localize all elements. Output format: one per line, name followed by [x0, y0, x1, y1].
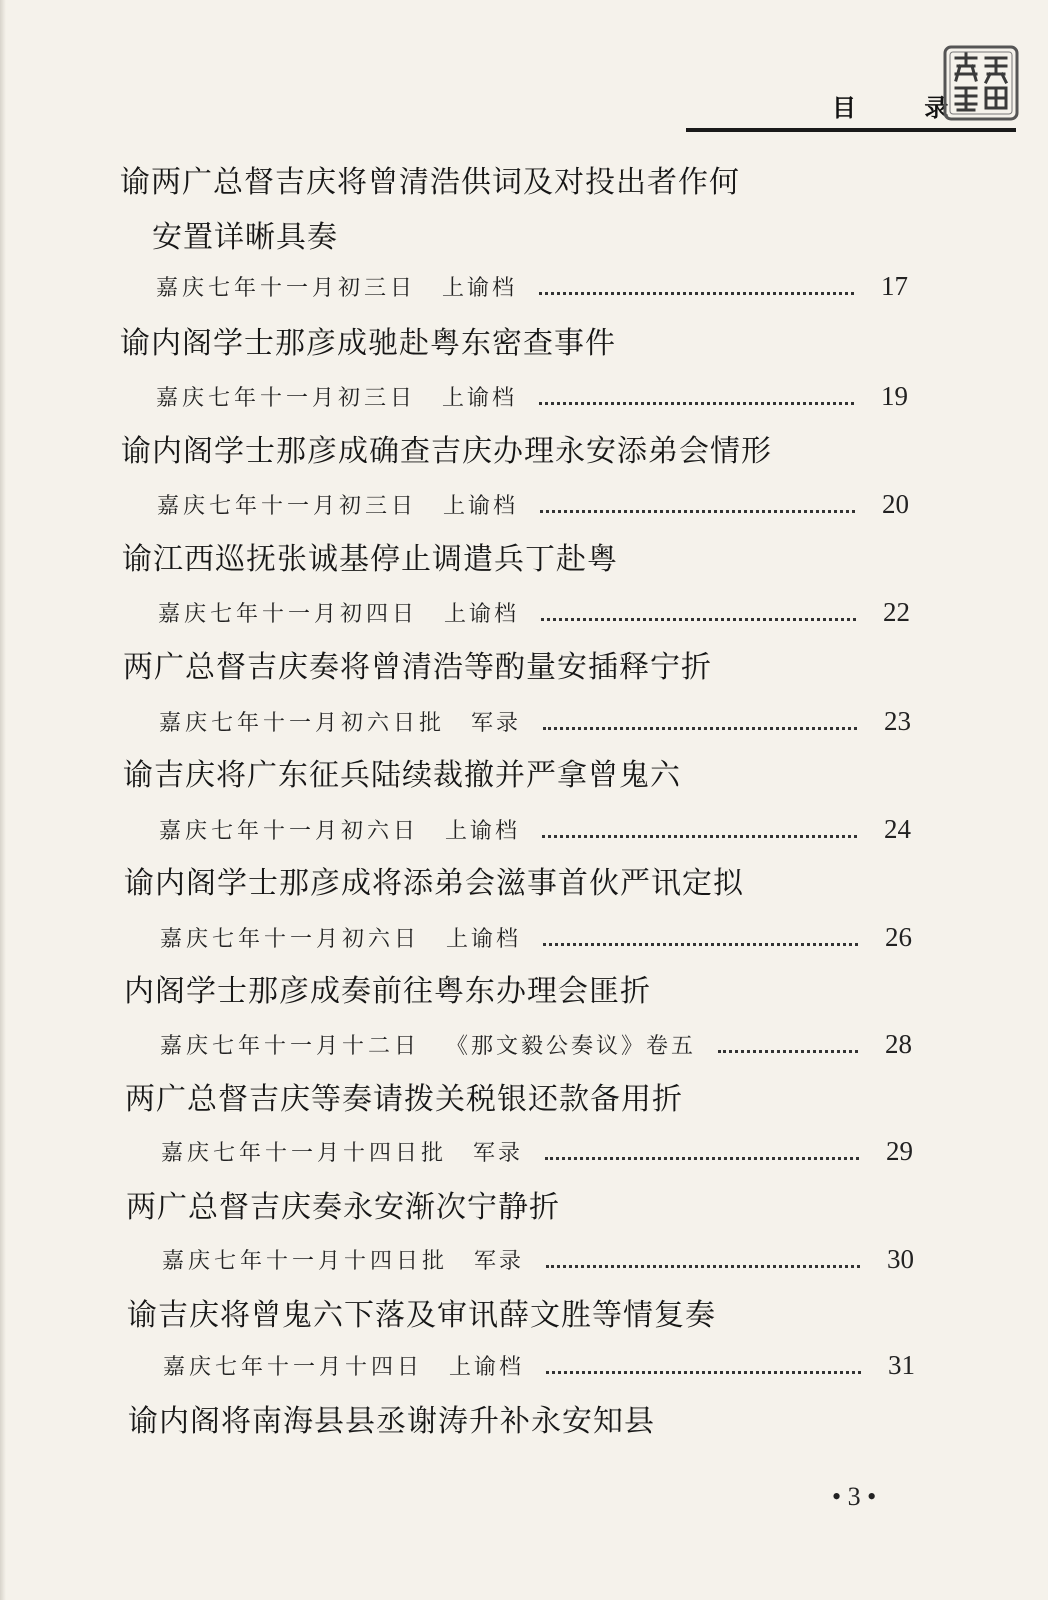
toc-entry-title: 谕内阁学士那彦成确查吉庆办理永安添弟会情形 [121, 434, 772, 469]
dot-leader [541, 618, 856, 621]
toc-entry-title: 谕吉庆将广东征兵陆续裁撤并严拿曾鬼六 [123, 758, 681, 793]
entry-date: 嘉庆七年十一月初三日 [157, 494, 418, 519]
entry-source: 上谕档 [444, 602, 520, 627]
dot-leader [545, 1157, 859, 1160]
entry-page-number: 20 [882, 489, 909, 519]
entry-page-number: 23 [884, 706, 911, 736]
entry-date: 嘉庆七年十一月初四日 [158, 602, 419, 627]
toc-entry-title: 谕内阁学士那彦成将添弟会滋事首伙严讯定拟 [124, 866, 744, 901]
dot-leader [546, 1371, 861, 1374]
toc-entry-meta [163, 1347, 915, 1381]
entry-page-number: 29 [886, 1136, 913, 1166]
toc-entry-meta [160, 919, 912, 953]
entry-source: 《那文毅公奏议》卷五 [446, 1034, 697, 1059]
dot-leader [539, 292, 854, 295]
toc-entry-meta [162, 1241, 914, 1275]
entry-page-number: 22 [883, 597, 910, 627]
entry-date: 嘉庆七年十一月十四日 [163, 1355, 424, 1380]
toc-entry-meta [159, 811, 911, 845]
entry-source: 上谕档 [442, 386, 518, 411]
toc-entry-meta [161, 1133, 913, 1167]
toc-entry-title: 谕江西巡抚张诚基停止调遣兵丁赴粤 [122, 542, 618, 577]
toc-entry-meta [160, 1026, 912, 1060]
entry-date: 嘉庆七年十一月初三日 [156, 276, 417, 301]
entry-date: 嘉庆七年十一月十四日批 [161, 1141, 448, 1166]
toc-entry-title: 两广总督吉庆等奏请拨关税银还款备用折 [125, 1082, 683, 1117]
toc-entry-title: 两广总督吉庆奏永安渐次宁静折 [126, 1190, 560, 1225]
entry-page-number: 30 [887, 1244, 914, 1274]
toc-entry-meta [157, 486, 909, 520]
entry-source: 上谕档 [449, 1355, 525, 1380]
entry-date: 嘉庆七年十一月十二日 [160, 1034, 421, 1059]
entry-date: 嘉庆七年十一月初六日批 [159, 711, 446, 736]
entry-page-number: 26 [885, 922, 912, 952]
dot-leader [543, 943, 858, 946]
toc-entry-meta [156, 378, 908, 412]
entry-source: 上谕档 [442, 276, 518, 301]
dot-leader [543, 727, 857, 730]
toc-entry-meta [156, 268, 908, 302]
entry-source: 上谕档 [446, 927, 522, 952]
entry-source: 军录 [474, 1249, 525, 1274]
entry-source: 上谕档 [443, 494, 519, 519]
toc-entry-title: 内阁学士那彦成奏前往粤东办理会匪折 [124, 974, 651, 1009]
entry-date: 嘉庆七年十一月初六日 [159, 819, 420, 844]
page-number: • 3 • [832, 1482, 877, 1511]
entry-source: 上谕档 [445, 819, 521, 844]
dot-leader [540, 510, 855, 513]
entry-date: 嘉庆七年十一月初六日 [160, 927, 421, 952]
entry-page-number: 19 [881, 381, 908, 411]
toc-entry-title: 谕吉庆将曾鬼六下落及审讯薛文胜等情复奏 [127, 1298, 716, 1333]
entry-page-number: 31 [888, 1350, 915, 1380]
entry-source: 军录 [473, 1141, 524, 1166]
toc-entry-title: 安置详晰具奏 [152, 220, 338, 255]
toc-entry-title: 谕内阁学士那彦成驰赴粤东密查事件 [120, 326, 616, 361]
dot-leader [718, 1050, 858, 1053]
toc-entry-meta [159, 703, 911, 737]
dot-leader [542, 835, 857, 838]
entry-page-number: 28 [885, 1029, 912, 1059]
dot-leader [539, 402, 854, 405]
toc-entry-title: 两广总督吉庆奏将曾清浩等酌量安插释宁折 [123, 650, 712, 685]
dot-leader [546, 1265, 860, 1268]
entry-date: 嘉庆七年十一月初三日 [156, 386, 417, 411]
entry-page-number: 24 [884, 814, 911, 844]
entry-page-number: 17 [881, 271, 908, 301]
entry-source: 军录 [471, 711, 522, 736]
toc-entry-title: 谕内阁将南海县县丞谢涛升补永安知县 [128, 1404, 655, 1439]
entry-date: 嘉庆七年十一月十四日批 [162, 1249, 449, 1274]
toc-entry-title: 谕两广总督吉庆将曾清浩供词及对投出者作何 [120, 165, 740, 200]
toc-entry-meta [158, 594, 910, 628]
page-header-title: 目 录 [832, 94, 979, 122]
